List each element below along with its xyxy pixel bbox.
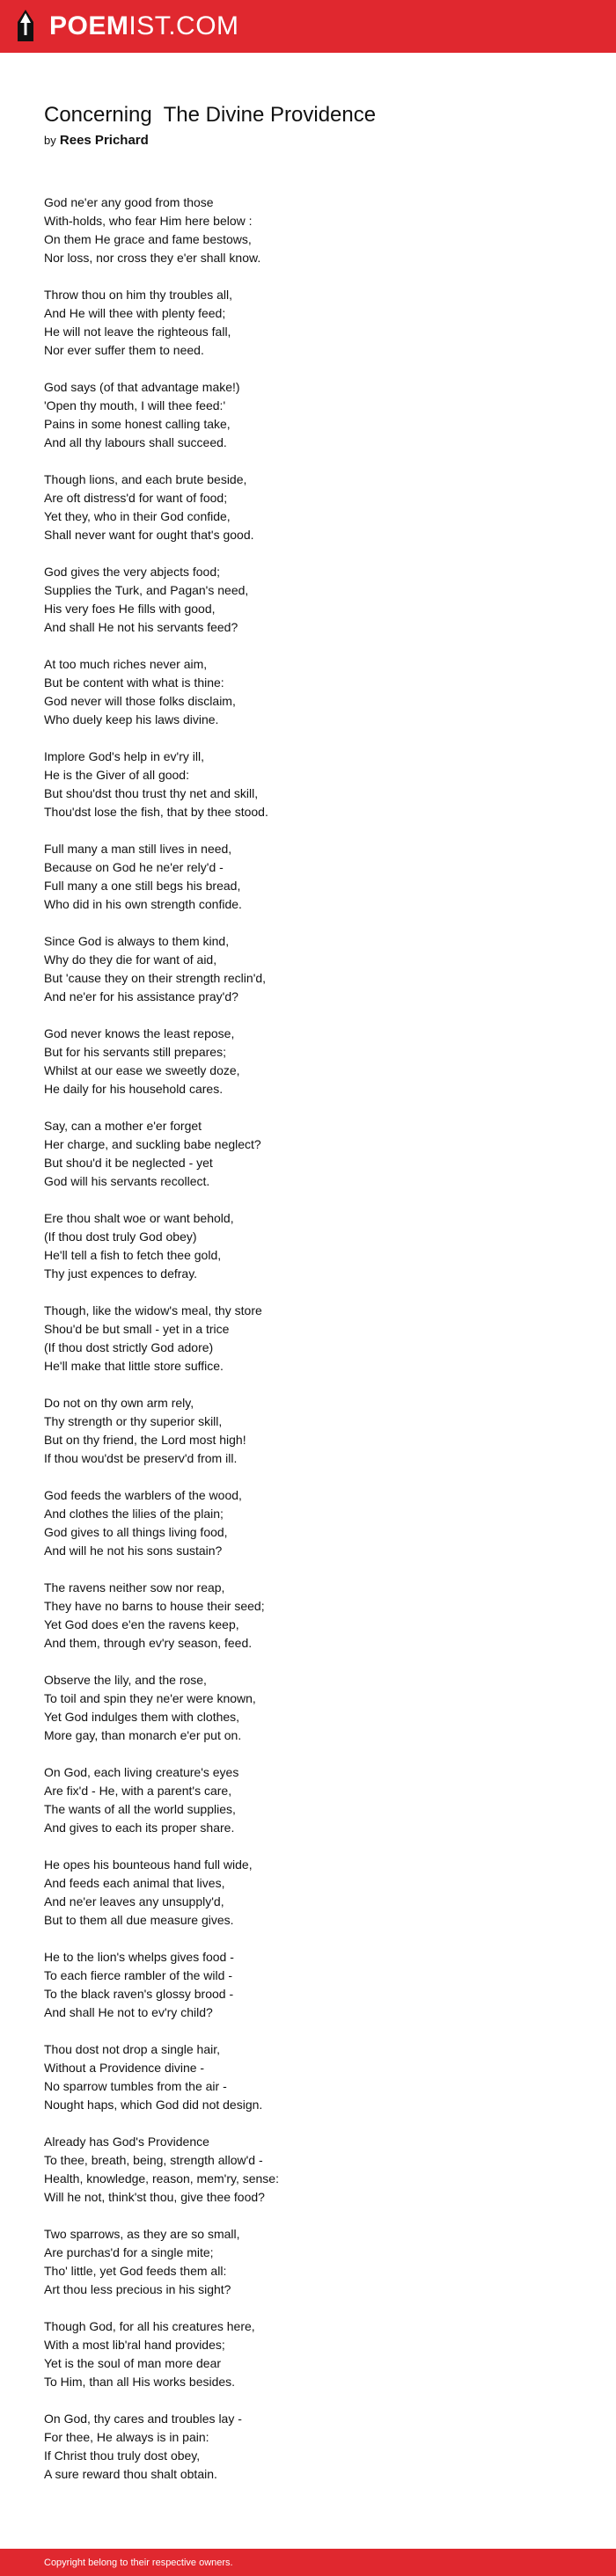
poem-line: And shall He not his servants feed? [44, 620, 238, 634]
poem-line: If thou wou'dst be preserv'd from ill. [44, 1451, 238, 1465]
poem-line: And He will thee with plenty feed; [44, 306, 226, 320]
poem-line: God never knows the least repose, [44, 1026, 235, 1040]
poem-line: Say, can a mother e'er forget [44, 1119, 202, 1133]
poem-line: And shall He not to ev'ry child? [44, 2005, 213, 2019]
poem-line: Observe the lily, and the rose, [44, 1673, 207, 1687]
author-link[interactable]: Rees Prichard [59, 133, 149, 148]
poem-line: Do not on thy own arm rely, [44, 1396, 194, 1410]
poem-line: Whilst at our ease we sweetly doze, [44, 1063, 240, 1077]
poem-line: God says (of that advantage make!) [44, 380, 240, 394]
site-logo-link[interactable] [16, 10, 239, 43]
poem-line: And gives to each its proper share. [44, 1821, 235, 1835]
site-header [0, 0, 616, 53]
poem-line: And ne'er for his assistance pray'd? [44, 989, 238, 1003]
poem-line: Though lions, and each brute beside, [44, 472, 247, 486]
copyright-text: Copyright belong to their respective owners. [44, 2557, 233, 2568]
poem-line: No sparrow tumbles from the air - [44, 2079, 227, 2093]
poem-line: He'll make that little store suffice. [44, 1359, 224, 1373]
poem-line: If Christ thou truly dost obey, [44, 2448, 201, 2463]
poem-line: Are oft distress'd for want of food; [44, 491, 228, 505]
byline [44, 132, 572, 150]
poem-stanza [44, 1579, 572, 1653]
poem-line: Yet God does e'en the ravens keep, [44, 1617, 239, 1631]
poem-line: To thee, breath, being, strength allow'd - [44, 2153, 263, 2167]
poem-line: Shall never want for ought that's good. [44, 528, 254, 542]
poem-line: Nor loss, nor cross they e'er shall know. [44, 251, 261, 265]
poem-line: Nor ever suffer them to need. [44, 343, 204, 357]
poem-line: (If thou dost truly God obey) [44, 1230, 197, 1244]
poem-line: Already has God's Providence [44, 2135, 209, 2149]
poem-line: Full many a man still lives in need, [44, 842, 232, 856]
poem-line: And them, through ev'ry season, feed. [44, 1636, 253, 1650]
poem-stanza [44, 193, 572, 267]
by-label: by [44, 134, 56, 147]
site-brand [49, 13, 239, 40]
poem-line: Full many a one still begs his bread, [44, 879, 241, 893]
poem-line: Thou'dst lose the fish, that by thee stood. [44, 805, 268, 819]
poem-line: Tho' little, yet God feeds them all: [44, 2264, 227, 2278]
poem-line: More gay, than monarch e'er put on. [44, 1728, 242, 1742]
poem-stanza [44, 2317, 572, 2391]
poem-stanza [44, 748, 572, 821]
poem-line: Art thou less precious in his sight? [44, 2282, 231, 2296]
poem-line: For thee, He always is in pain: [44, 2430, 209, 2444]
poem-line: But for his servants still prepares; [44, 1045, 226, 1059]
poem-line: With-holds, who fear Him here below : [44, 214, 253, 228]
poem-line: Implore God's help in ev'ry ill, [44, 749, 204, 763]
poem-line: God feeds the warblers of the wood, [44, 1488, 242, 1502]
poem-line: Thy strength or thy superior skill, [44, 1414, 223, 1428]
poem-stanza [44, 932, 572, 1006]
poem-line: And ne'er leaves any unsupply'd, [44, 1894, 224, 1908]
poem-line: Since God is always to them kind, [44, 934, 230, 948]
poem-line: Will he not, think'st thou, give thee food? [44, 2190, 265, 2204]
poem-line: Thy just expences to defray. [44, 1266, 198, 1281]
poem-line: 'Open thy mouth, I will thee feed:' [44, 398, 226, 412]
poem-line: To the black raven's glossy brood - [44, 1987, 234, 2001]
poem-stanza [44, 2040, 572, 2114]
poem-line: God never will those folks disclaim, [44, 694, 236, 708]
poem-line: God will his servants recollect. [44, 1174, 210, 1188]
poem-line: (If thou dost strictly God adore) [44, 1340, 214, 1354]
poem-line: Throw thou on him thy troubles all, [44, 288, 232, 302]
poem-line: Who did in his own strength confide. [44, 897, 242, 911]
poem-stanza [44, 1117, 572, 1191]
poem-stanza [44, 471, 572, 544]
poem-line: At too much riches never aim, [44, 657, 208, 671]
poem-line: God gives to all things living food, [44, 1525, 228, 1539]
poem-stanza [44, 1763, 572, 1837]
poem-line: With a most lib'ral hand provides; [44, 2338, 225, 2352]
poem-stanza [44, 840, 572, 914]
poem-line: God gives the very abjects food; [44, 565, 220, 579]
poem-line: He will not leave the righteous fall, [44, 325, 231, 339]
poem-line: Though God, for all his creatures here, [44, 2319, 255, 2333]
poem-line: Are fix'd - He, with a parent's care, [44, 1784, 232, 1798]
poem-line: Because on God he ne'er rely'd - [44, 860, 224, 874]
poem-line: And feeds each animal that lives, [44, 1876, 225, 1890]
brand-light-text: IST.COM [128, 11, 239, 40]
poem-line: Supplies the Turk, and Pagan's need, [44, 583, 249, 597]
brand-bold-text: POEM [49, 11, 129, 40]
poem-stanza [44, 2225, 572, 2299]
poem-line: But shou'dst thou trust thy net and skill, [44, 786, 259, 800]
poem-line: Are purchas'd for a single mite; [44, 2245, 214, 2259]
poem-line: But to them all due measure gives. [44, 1913, 234, 1927]
pen-nib-icon [16, 10, 35, 43]
poem-line: He is the Giver of all good: [44, 768, 189, 782]
poem-stanza [44, 1025, 572, 1098]
poem-stanza [44, 1671, 572, 1745]
poem-line: They have no barns to house their seed; [44, 1599, 265, 1613]
poem-line: But 'cause they on their strength reclin'd, [44, 971, 267, 985]
poem-stanza [44, 2133, 572, 2207]
poem-line: Who duely keep his laws divine. [44, 712, 219, 726]
poem-stanza [44, 1394, 572, 1468]
poem-line: Thou dost not drop a single hair, [44, 2042, 221, 2056]
poem-line: God ne'er any good from those [44, 195, 214, 209]
poem-line: Two sparrows, as they are so small, [44, 2227, 240, 2241]
poem-stanza [44, 378, 572, 452]
poem-line: A sure reward thou shalt obtain. [44, 2467, 217, 2481]
poem-line: Health, knowledge, reason, mem'ry, sense: [44, 2171, 279, 2186]
poem-line: And all thy labours shall succeed. [44, 435, 227, 449]
site-footer [0, 2549, 616, 2576]
poem-stanza [44, 1948, 572, 2022]
poem-line: To each fierce rambler of the wild - [44, 1968, 232, 1982]
poem-line: But shou'd it be neglected - yet [44, 1156, 213, 1170]
poem-line: Yet is the soul of man more dear [44, 2356, 222, 2370]
poem-line: He opes his bounteous hand full wide, [44, 1857, 253, 1872]
poem-stanza [44, 655, 572, 729]
poem-line: But be content with what is thine: [44, 675, 224, 690]
poem-line: And will he not his sons sustain? [44, 1543, 223, 1558]
poem-line: Why do they die for want of aid, [44, 952, 217, 967]
poem-line: The wants of all the world supplies, [44, 1802, 236, 1816]
poem-line: On God, thy cares and troubles lay - [44, 2412, 242, 2426]
poem-stanza [44, 1856, 572, 1930]
poem-line: Pains in some honest calling take, [44, 417, 231, 431]
poem-title: Concerning The Divine Providence [44, 103, 377, 127]
poem-line: The ravens neither sow nor reap, [44, 1580, 225, 1594]
poem-line: On God, each living creature's eyes [44, 1765, 239, 1779]
poem-body [44, 193, 572, 2502]
poem-stanza [44, 2410, 572, 2484]
poem-line: To Him, than all His works besides. [44, 2375, 236, 2389]
poem-line: Her charge, and suckling babe neglect? [44, 1137, 261, 1151]
poem-line: Yet they, who in their God confide, [44, 509, 231, 523]
poem-line: His very foes He fills with good, [44, 602, 216, 616]
poem-line: Nought haps, which God did not design. [44, 2098, 263, 2112]
poem-line: To toil and spin they ne'er were known, [44, 1691, 256, 1705]
poem-stanza [44, 563, 572, 637]
poem-line: And clothes the lilies of the plain; [44, 1507, 224, 1521]
poem-line: On them He grace and fame bestows, [44, 232, 252, 246]
poem-line: Without a Providence divine - [44, 2061, 205, 2075]
poem-line: Shou'd be but small - yet in a trice [44, 1322, 230, 1336]
poem-stanza [44, 1486, 572, 1560]
poem-line: He daily for his household cares. [44, 1082, 224, 1096]
poem-stanza [44, 286, 572, 360]
poem-stanza [44, 1209, 572, 1283]
poem-line: He to the lion's whelps gives food - [44, 1950, 234, 1964]
poem-line: Though, like the widow's meal, thy store [44, 1303, 262, 1317]
poem-line: He'll tell a fish to fetch thee gold, [44, 1248, 222, 1262]
poem-header [44, 102, 572, 150]
poem-line: Yet God indulges them with clothes, [44, 1710, 240, 1724]
poem-line: Ere thou shalt woe or want behold, [44, 1211, 234, 1225]
poem-line: But on thy friend, the Lord most high! [44, 1433, 246, 1447]
poem-stanza [44, 1302, 572, 1376]
